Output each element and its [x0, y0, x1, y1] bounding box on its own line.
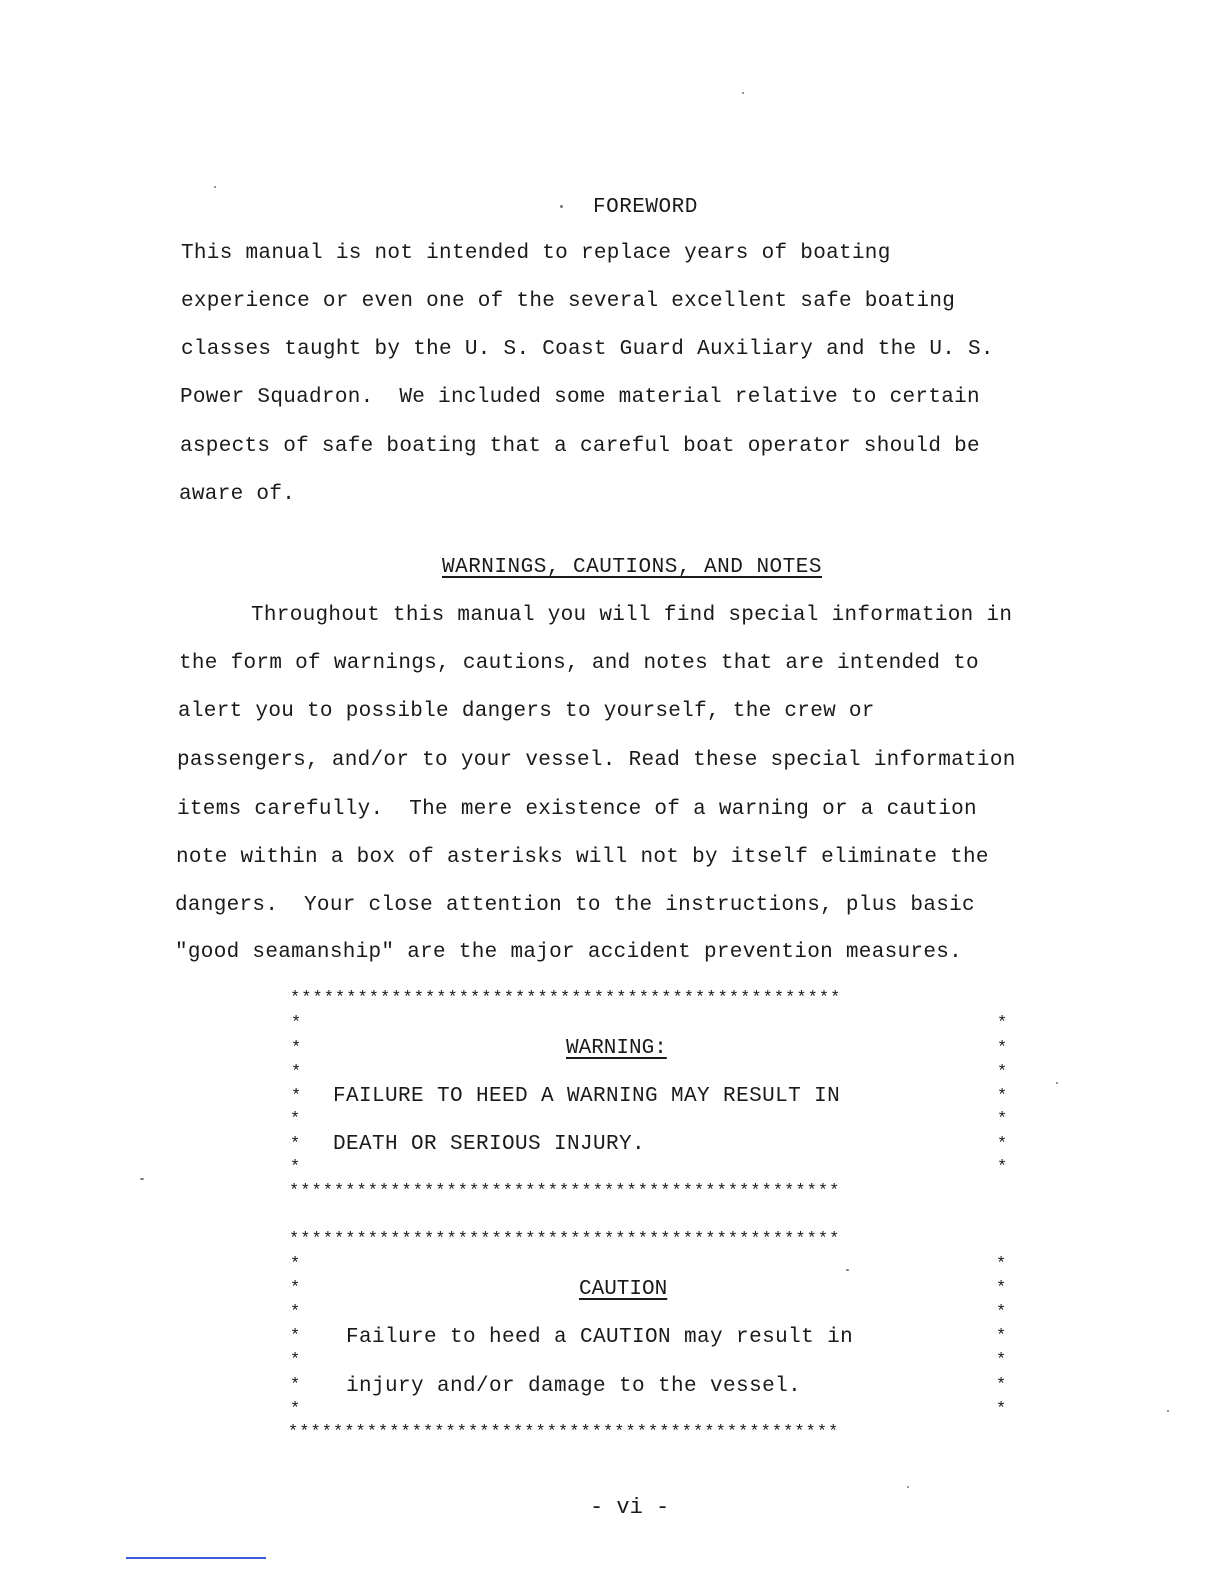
border-star: * — [290, 1400, 301, 1419]
scan-speck — [560, 205, 563, 208]
border-star: * — [997, 1158, 1008, 1177]
foreword-heading: FOREWORD — [593, 196, 698, 219]
border-star: * — [290, 1279, 301, 1298]
border-star: * — [996, 1255, 1007, 1274]
page-number: - vi - — [590, 1495, 670, 1520]
foreword-line: Power Squadron. We included some material relative to certain — [180, 386, 980, 409]
notes-line: items carefully. The mere existence of a warning or a caution — [177, 798, 977, 821]
foreword-line: classes taught by the U. S. Coast Guard Auxiliary and the U. S. — [181, 338, 994, 361]
warning-text-line: DEATH OR SERIOUS INJURY. — [333, 1133, 646, 1156]
scan-speck — [140, 1178, 144, 1180]
warning-title: WARNING: — [566, 1037, 667, 1060]
caution-box-bottom-border: ************************************************* — [288, 1423, 840, 1442]
warning-box-top-border: ************************************************* — [290, 989, 842, 1008]
foreword-line: This manual is not intended to replace years of boating — [181, 242, 891, 265]
scan-speck — [214, 186, 216, 188]
scan-speck — [1056, 1082, 1058, 1084]
notes-line: the form of warnings, cautions, and notes that are intended to — [179, 652, 979, 675]
border-star: * — [996, 1400, 1007, 1419]
scan-speck — [1167, 1410, 1169, 1412]
notes-line: passengers, and/or to your vessel. Read these special information — [177, 749, 1016, 772]
border-star: * — [997, 1110, 1008, 1129]
notes-line: Throughout this manual you will find special information in — [251, 604, 1013, 627]
border-star: * — [291, 1039, 302, 1058]
border-star: * — [290, 1376, 301, 1395]
border-star: * — [997, 1063, 1008, 1082]
border-star: * — [290, 1327, 301, 1346]
scan-speck — [907, 1486, 909, 1488]
border-star: * — [997, 1087, 1008, 1106]
border-star: * — [996, 1351, 1007, 1370]
border-star: * — [996, 1303, 1007, 1322]
scan-speck — [846, 1269, 849, 1271]
caution-text-line: injury and/or damage to the vessel. — [346, 1375, 802, 1398]
border-star: * — [996, 1376, 1007, 1395]
border-star: * — [997, 1039, 1008, 1058]
border-star: * — [290, 1158, 301, 1177]
border-star: * — [996, 1327, 1007, 1346]
border-star: * — [290, 1135, 301, 1154]
border-star: * — [291, 1063, 302, 1082]
border-star: * — [290, 1303, 301, 1322]
notes-line: alert you to possible dangers to yourself, the crew or — [178, 700, 875, 723]
caution-text-line: Failure to heed a CAUTION may result in — [346, 1326, 854, 1349]
notes-heading: WARNINGS, CAUTIONS, AND NOTES — [442, 556, 822, 579]
border-star: * — [997, 1014, 1008, 1033]
caution-title: CAUTION — [579, 1278, 668, 1301]
border-star: * — [290, 1255, 301, 1274]
caution-box-top-border: ************************************************* — [289, 1230, 841, 1249]
foreword-line: experience or even one of the several excellent safe boating — [181, 290, 956, 313]
scan-speck — [742, 92, 744, 94]
border-star: * — [290, 1110, 301, 1129]
border-star: * — [997, 1135, 1008, 1154]
foreword-line: aware of. — [179, 483, 296, 506]
border-star: * — [291, 1087, 302, 1106]
border-star: * — [290, 1351, 301, 1370]
border-star: * — [996, 1279, 1007, 1298]
footer-rule — [126, 1557, 266, 1559]
notes-line: dangers. Your close attention to the instructions, plus basic — [175, 894, 975, 917]
warning-box-bottom-border: ************************************************* — [289, 1182, 841, 1201]
warning-text-line: FAILURE TO HEED A WARNING MAY RESULT IN — [333, 1085, 841, 1108]
notes-line: "good seamanship" are the major accident prevention measures. — [175, 941, 963, 964]
foreword-line: aspects of safe boating that a careful boat operator should be — [180, 435, 980, 458]
notes-line: note within a box of asterisks will not by itself eliminate the — [176, 846, 989, 869]
border-star: * — [291, 1014, 302, 1033]
